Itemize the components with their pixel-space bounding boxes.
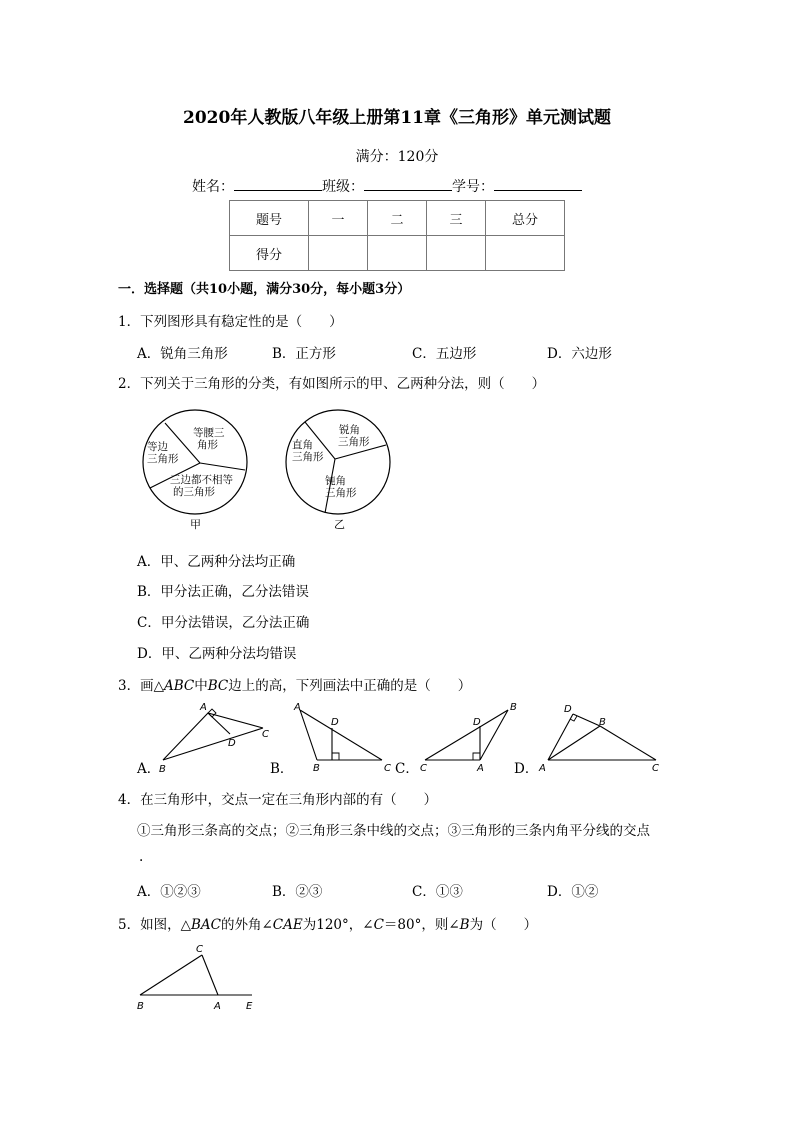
score-header-cell: 二 — [368, 201, 427, 236]
id-blank[interactable] — [494, 176, 582, 191]
question-1-stem: 1．下列图形具有稳定性的是（ ） — [118, 314, 343, 330]
q4-option-a[interactable]: A．①②③ — [137, 884, 201, 900]
pie-yi-sector-3-line1: 钝角 — [325, 475, 346, 487]
score-row-label: 得分 — [230, 236, 309, 271]
pie-yi-sector-3-line2: 三角形 — [325, 487, 357, 499]
q3-option-d[interactable]: D． — [514, 761, 539, 777]
q3d-point-d: D — [564, 704, 572, 715]
q4-option-d[interactable]: D．①② — [547, 884, 599, 900]
pie-jia-sector-2-line1: 等腰三 — [193, 427, 225, 439]
full-score: 满分：120分 — [355, 149, 439, 165]
q3-option-b[interactable]: B． — [270, 761, 294, 777]
score-table-score-row — [230, 236, 565, 271]
q3-figure-a — [159, 702, 269, 775]
question-4-stem: 4．在三角形中，交点一定在三角形内部的有（ ） — [118, 792, 438, 808]
pie-yi-label: 乙 — [334, 518, 345, 531]
q3c-point-d: D — [473, 717, 481, 728]
q5-stem-part: 为（ ） — [469, 917, 538, 933]
q3-option-c[interactable]: C． — [395, 761, 419, 777]
q3a-point-b: B — [159, 764, 166, 775]
pie-yi-sector-1-line1: 直角 — [292, 439, 313, 451]
q4-trailing-dot: . — [139, 849, 144, 865]
q4-option-c[interactable]: C．①③ — [412, 884, 463, 900]
q3-stem-part: 3．画△ — [118, 678, 164, 694]
q3-figure-d — [538, 704, 659, 774]
q3c-point-c: C — [420, 763, 427, 774]
q5-figure — [130, 940, 270, 1015]
pie-jia — [143, 410, 247, 531]
q3-stem-part: 边上的高，下列画法中正确的是（ ） — [228, 678, 472, 694]
q3a-point-d: D — [228, 738, 236, 749]
q5-point-e: E — [246, 1001, 253, 1012]
q4-option-b[interactable]: B．②③ — [272, 884, 323, 900]
score-cell[interactable] — [368, 236, 427, 271]
q3a-point-a: A — [200, 702, 207, 713]
pie-yi-sector-2-line2: 三角形 — [338, 436, 370, 448]
q1-option-d[interactable]: D．六边形 — [547, 346, 612, 362]
q5-point-c: C — [196, 944, 203, 955]
q5-stem-b: B — [459, 917, 470, 933]
q5-stem-c: C — [373, 917, 384, 933]
q5-stem-part: 5．如图，△ — [118, 917, 191, 933]
q3-option-a[interactable]: A． — [137, 761, 161, 777]
score-table — [229, 200, 565, 271]
q3b-point-d: D — [331, 717, 339, 728]
pie-jia-sector-1-line1: 等边 — [147, 441, 168, 453]
score-table-header-row — [230, 201, 565, 236]
name-label: 姓名： — [192, 179, 234, 195]
pie-yi-sector-1-line2: 三角形 — [292, 451, 324, 463]
q5-stem-cae: CAE — [272, 917, 303, 933]
q3a-point-c: C — [262, 729, 269, 740]
q5-stem-bac: BAC — [190, 917, 221, 933]
q2-pie-figures — [130, 400, 410, 540]
q5-point-a: A — [214, 1001, 221, 1012]
q3d-point-b: B — [599, 717, 606, 728]
name-blank[interactable] — [234, 176, 322, 191]
page-title: 2020年人教版八年级上册第11章《三角形》单元测试题 — [183, 108, 611, 128]
q3b-point-c: C — [384, 763, 391, 774]
score-header-cell: 题号 — [230, 201, 309, 236]
q2-option-d[interactable]: D．甲、乙两种分法均错误 — [137, 646, 297, 662]
q3c-point-b: B — [510, 702, 517, 713]
q5-stem-part: ＝80°，则∠ — [383, 917, 460, 933]
score-cell[interactable] — [486, 236, 565, 271]
q3b-point-b: B — [313, 763, 320, 774]
pie-jia-sector-3-line1: 三边都不相等 — [170, 474, 233, 486]
q5-stem-part: 的外角∠ — [220, 917, 273, 933]
pie-jia-sector-3-line2: 的三角形 — [173, 486, 215, 498]
q3-figure-c — [420, 702, 517, 774]
q5-point-b: B — [137, 1001, 144, 1012]
id-label: 学号： — [452, 179, 494, 195]
class-label: 班级： — [322, 179, 364, 195]
pie-jia-sector-1-line2: 三角形 — [147, 453, 179, 465]
q3-figure-b — [293, 702, 391, 774]
pie-yi-sector-2-line1: 锐角 — [339, 424, 360, 436]
q2-option-a[interactable]: A．甲、乙两种分法均正确 — [137, 554, 296, 570]
score-header-cell: 一 — [309, 201, 368, 236]
q2-option-c[interactable]: C．甲分法错误，乙分法正确 — [137, 615, 310, 631]
q4-statements: ①三角形三条高的交点；②三角形三条中线的交点；③三角形的三条内角平分线的交点 — [137, 823, 650, 839]
q2-option-b[interactable]: B．甲分法正确，乙分法错误 — [137, 584, 309, 600]
question-2-stem: 2．下列关于三角形的分类，有如图所示的甲、乙两种分法，则（ ） — [118, 376, 546, 392]
score-cell[interactable] — [427, 236, 486, 271]
q1-option-c[interactable]: C．五边形 — [412, 346, 477, 362]
q3d-point-a: A — [539, 763, 546, 774]
section-heading: 一．选择题（共10小题，满分30分，每小题3分） — [118, 282, 411, 297]
q3-stem-abc: ABC — [163, 678, 195, 694]
pie-jia-label: 甲 — [190, 518, 201, 531]
score-header-cell: 三 — [427, 201, 486, 236]
score-header-cell: 总分 — [486, 201, 565, 236]
q3-stem-bc: BC — [207, 678, 229, 694]
q3d-point-c: C — [652, 763, 659, 774]
pie-jia-sector-2-line2: 角形 — [197, 439, 218, 451]
q3c-point-a: A — [477, 763, 484, 774]
question-3-stem — [118, 674, 471, 694]
q3b-point-a: A — [294, 702, 301, 713]
score-cell[interactable] — [309, 236, 368, 271]
q1-option-a[interactable]: A．锐角三角形 — [137, 346, 228, 362]
question-5-stem — [118, 913, 537, 933]
q3-stem-part: 中 — [194, 678, 208, 694]
class-blank[interactable] — [364, 176, 452, 191]
pie-yi — [286, 410, 390, 531]
q5-stem-part: 为120°，∠ — [302, 917, 374, 933]
q1-option-b[interactable]: B．正方形 — [272, 346, 336, 362]
student-info — [192, 176, 582, 196]
